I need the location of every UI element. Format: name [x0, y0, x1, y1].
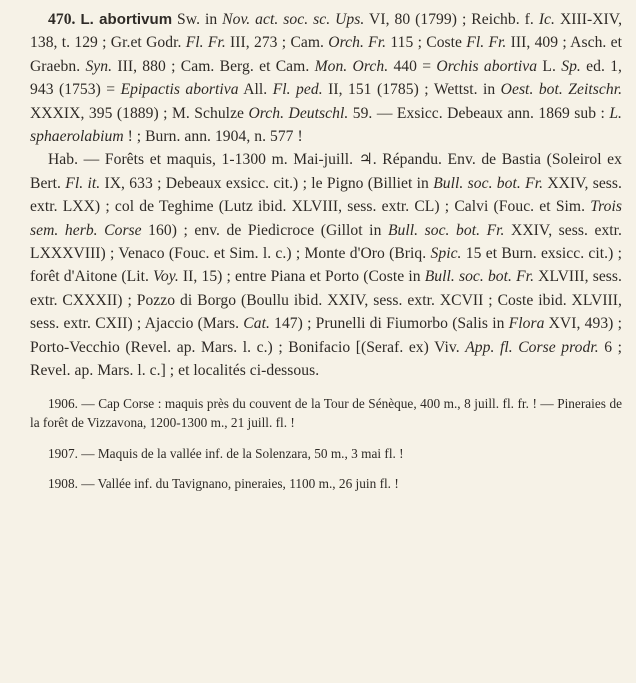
- citation-title: Bull. soc. bot. Fr.: [424, 268, 535, 286]
- citation-title: Cat.: [243, 315, 270, 333]
- citation-title: Spic.: [430, 245, 462, 263]
- main-text: [30, 8, 622, 383]
- entry-number: 470.: [48, 11, 76, 28]
- citation-text: L.: [537, 57, 562, 75]
- citation-text: All.: [238, 81, 273, 99]
- synonym-name: Epipactis abortiva: [120, 81, 239, 99]
- habitat-text: 15 et Burn. exsicc. cit.) ; forêt d'Aitone (Lit.: [30, 245, 622, 286]
- observation-1906: 1906. — Cap Corse : maquis près du couvent de la Tour de Sénèque, 400 m., 8 juill. fl. fr. ! — Pineraies de la forêt de Vizzavona, 1200-1300 m., 21 juill. fl. !: [30, 395, 622, 431]
- observation-1908: 1908. — Vallée inf. du Tavignano, pineraies, 1100 m., 26 juin fl. !: [48, 476, 399, 492]
- citation-text: ed. 1, 943 (1753) =: [30, 57, 623, 99]
- citation-title: Fl. ped.: [272, 81, 323, 99]
- habitat-text: 160) ; env. de Piedicroce (Gillot in: [141, 221, 388, 239]
- observations: [30, 394, 622, 494]
- habitat-text: Hab. — Forêts et maquis, 1-1300 m. Mai-juill. ♃. Répandu. Env. de Bastia (Soleirol ex Bert.: [30, 151, 622, 192]
- habitat-text: XVI, 493) ; Porto-Vecchio (Revel. ap. Mars. l. c.) ; Bonifacio [(Seraf. ex) Viv.: [30, 315, 622, 356]
- habitat-text: 6 ; Revel. ap. Mars. l. c.] ; et localités ci-dessous.: [30, 338, 622, 380]
- citation-text: XXXIX, 395 (1889) ; M. Schulze: [30, 104, 249, 122]
- citation-text: III, 880 ; Cam. Berg. et Cam.: [112, 57, 315, 75]
- habitat-paragraph: [30, 148, 622, 382]
- habitat-text: XXIV, sess. extr. LXX) ; col de Teghime (Lutz ibid. XLVIII, sess. extr. CL) ; Calvi (Fouc. et Sim.: [30, 174, 622, 216]
- citation-title: Fl. Fr.: [185, 34, 226, 52]
- citation-title: Sp.: [561, 57, 581, 75]
- species-entry: [0, 8, 622, 148]
- citation-title: App. fl. Corse prodr.: [465, 338, 599, 356]
- citation-text: VI, 80 (1799) ; Reichb. f.: [364, 11, 539, 28]
- synonym-name: L. sphaerolabium: [30, 104, 622, 146]
- citation-text: XIII-XIV, 138, t. 129 ; Gr.et Godr.: [30, 11, 623, 52]
- citation-title: Trois sem. herb. Corse: [30, 198, 622, 239]
- citation-text: 440 =: [388, 57, 437, 75]
- citation-title: Orch. Fr.: [328, 34, 387, 52]
- citation-title: Bull. soc. bot. Fr.: [387, 221, 505, 239]
- citation-title: Flora: [508, 315, 545, 333]
- synonym-name: Orchis abortiva: [436, 57, 538, 75]
- citation-text: III, 273 ; Cam.: [225, 34, 329, 52]
- habitat-text: 147) ; Prunelli di Fiumorbo (Salis in: [269, 315, 509, 333]
- citation-title: Voy.: [153, 268, 179, 286]
- habitat-text: XXIV, sess. extr. LXXXVIII) ; Venaco (Fouc. et Sim. l. c.) ; Monte d'Oro (Briq.: [30, 221, 623, 263]
- citation-title: Oest. bot. Zeitschr.: [500, 81, 623, 99]
- citation-title: Orch. Deutschl.: [248, 104, 349, 122]
- observation-1907: 1907. — Maquis de la vallée inf. de la Solenzara, 50 m., 3 mai fl. !: [48, 445, 404, 461]
- citation-text: ! ; Burn. ann. 1904, n. 577 !: [123, 128, 303, 146]
- citation-text: Sw. in: [172, 11, 223, 28]
- habitat-text: IX, 633 ; Debeaux exsicc. cit.) ; le Pigno (Billiet in: [100, 174, 434, 192]
- citation-text: III, 409 ; Asch. et Graebn.: [30, 34, 622, 75]
- citation-title: Fl. Fr.: [466, 34, 507, 52]
- citation-text: II, 151 (1785) ; Wettst. in: [322, 81, 501, 99]
- citation-text: 59. — Exsicc. Debeaux ann. 1869 sub :: [348, 104, 610, 122]
- habitat-text: II, 15) ; entre Piana et Porto (Coste in: [178, 268, 425, 286]
- citation-title: Ic.: [538, 11, 555, 28]
- citation-title: Syn.: [85, 57, 113, 75]
- habitat-text: XLVIII, sess. extr. CXXXII) ; Pozzo di Borgo (Boullu ibid. XXIV, sess. extr. XCVII ; Coste ibid. XLVIII, sess. extr. CXII) ; Ajaccio (Mars.: [30, 268, 622, 333]
- citation-title: Mon. Orch.: [314, 57, 389, 75]
- species-name: L. abortivum: [80, 11, 173, 28]
- citation-title: Fl. it.: [65, 174, 101, 192]
- citation-title: Bull. soc. bot. Fr.: [433, 174, 544, 192]
- citation-title: Nov. act. soc. sc. Ups.: [222, 11, 365, 28]
- citation-text: 115 ; Coste: [386, 34, 467, 52]
